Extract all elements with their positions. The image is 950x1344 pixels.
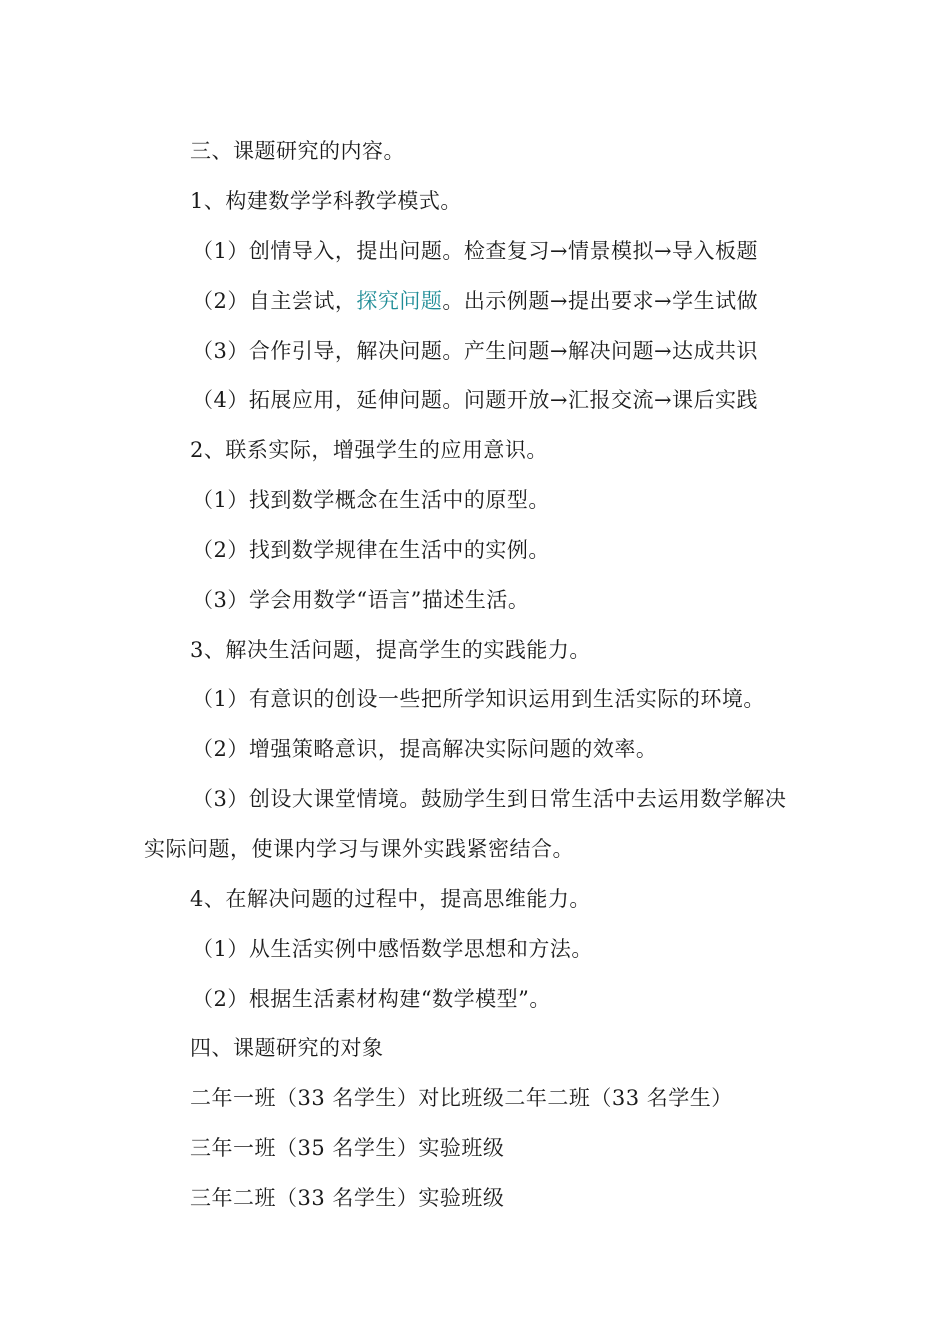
list-item: （2）增强策略意识，提高解决实际问题的效率。 — [192, 737, 658, 761]
list-item: （3）合作引导，解决问题。产生问题→解决问题→达成共识 — [192, 339, 759, 363]
list-item: （3）学会用数学“语言”描述生活。 — [192, 588, 530, 612]
list-item: （2）根据生活素材构建“数学模型”。 — [192, 987, 551, 1011]
list-item: （1）找到数学概念在生活中的原型。 — [192, 488, 550, 512]
section-heading-4: 四、课题研究的对象 — [190, 1036, 384, 1060]
section-heading-3: 三、课题研究的内容。 — [190, 139, 405, 163]
subheading-3: 3、解决生活问题，提高学生的实践能力。 — [190, 638, 591, 662]
subheading-1: 1、构建数学学科教学模式。 — [190, 189, 462, 213]
class-entry: 二年一班（33 名学生）对比班级二年二班（33 名学生） — [190, 1086, 733, 1110]
list-item-text: 。出示例题→提出要求→学生试做 — [442, 289, 759, 313]
list-item: （1）创情导入，提出问题。检查复习→情景模拟→导入板题 — [192, 239, 759, 263]
list-item-continuation: 实际问题，使课内学习与课外实践紧密结合。 — [144, 837, 574, 861]
class-entry: 三年一班（35 名学生）实验班级 — [190, 1136, 505, 1160]
subheading-2: 2、联系实际，增强学生的应用意识。 — [190, 438, 548, 462]
list-item — [192, 287, 758, 315]
list-item: （3）创设大课堂情境。鼓励学生到日常生活中去运用数学解决 — [192, 787, 787, 811]
list-item-text: （2）自主尝试， — [192, 289, 357, 313]
list-item: （2）找到数学规律在生活中的实例。 — [192, 538, 550, 562]
inquiry-link[interactable]: 探究问题 — [356, 289, 443, 313]
class-entry: 三年二班（33 名学生）实验班级 — [190, 1186, 505, 1210]
list-item: （4）拓展应用，延伸问题。问题开放→汇报交流→课后实践 — [192, 388, 759, 412]
subheading-4: 4、在解决问题的过程中，提高思维能力。 — [190, 887, 591, 911]
list-item: （1）有意识的创设一些把所学知识运用到生活实际的环境。 — [192, 687, 765, 711]
list-item: （1）从生活实例中感悟数学思想和方法。 — [192, 937, 593, 961]
